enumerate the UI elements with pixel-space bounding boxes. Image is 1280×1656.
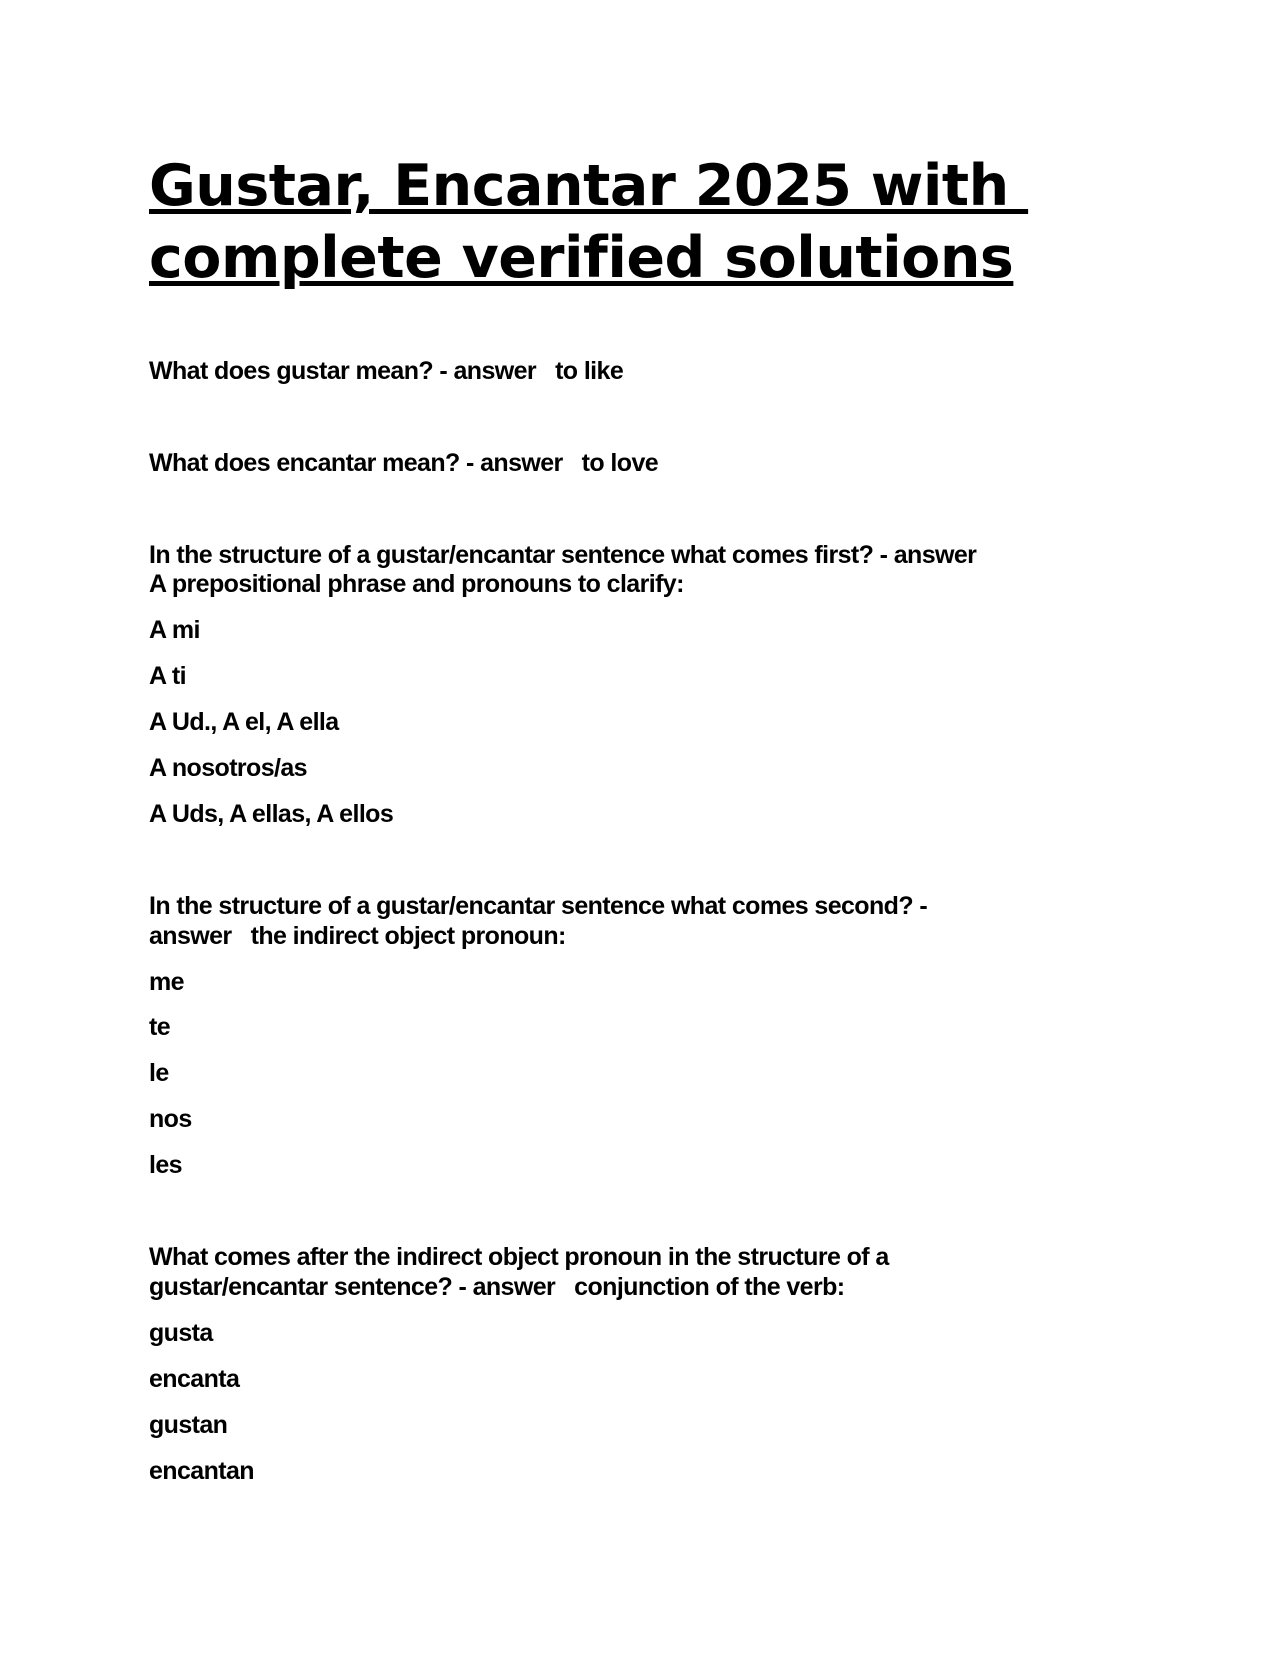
text-line: A Uds, A ellas, A ellos xyxy=(149,800,394,829)
text-line: les xyxy=(149,1151,182,1180)
answer-item xyxy=(149,1457,1135,1486)
text-line: A ti xyxy=(149,662,186,691)
answer-item xyxy=(149,1411,1135,1440)
text-line: What does encantar mean? - answer to love xyxy=(149,448,659,477)
answer-item xyxy=(149,1013,1135,1042)
document-body xyxy=(149,357,1135,1486)
text-line: encantan xyxy=(149,1456,254,1485)
text-line: A prepositional phrase and pronouns to clarify: xyxy=(149,570,684,599)
answer-item xyxy=(149,708,1135,737)
question-paragraph xyxy=(149,892,1135,951)
answer-item xyxy=(149,800,1135,829)
text-line: A mi xyxy=(149,616,200,645)
answer-item xyxy=(149,1151,1135,1180)
text-line: What comes after the indirect object pronoun in the structure of a xyxy=(149,1243,889,1272)
text-line: In the structure of a gustar/encantar sentence what comes first? - answer xyxy=(149,540,977,569)
empty-line xyxy=(149,846,1135,875)
answer-item xyxy=(149,662,1135,691)
answer-item xyxy=(149,1105,1135,1134)
question-paragraph xyxy=(149,541,1135,600)
text-line: A Ud., A el, A ella xyxy=(149,708,339,737)
text-line: le xyxy=(149,1059,169,1088)
title-line-2: complete verified solutions xyxy=(149,225,1014,291)
text-line: A nosotros/as xyxy=(149,754,307,783)
empty-line xyxy=(149,403,1135,432)
answer-item xyxy=(149,1059,1135,1088)
text-line: What does gustar mean? - answer to like xyxy=(149,357,624,385)
answer-item xyxy=(149,1319,1135,1348)
answer-item xyxy=(149,754,1135,783)
title-line-1: Gustar, Encantar 2025 with xyxy=(149,153,1029,219)
text-line: encanta xyxy=(149,1364,240,1393)
empty-line xyxy=(149,1197,1135,1226)
question-paragraph xyxy=(149,1243,1135,1302)
text-line: nos xyxy=(149,1105,192,1134)
answer-item xyxy=(149,1365,1135,1394)
question-paragraph xyxy=(149,357,1135,386)
document-title xyxy=(149,150,1135,294)
text-line: gustan xyxy=(149,1410,228,1439)
text-line: gustar/encantar sentence? - answer conjunction of the verb: xyxy=(149,1272,845,1301)
text-line: me xyxy=(149,967,184,996)
answer-item xyxy=(149,968,1135,997)
text-line: te xyxy=(149,1013,171,1042)
text-line: answer the indirect object pronoun: xyxy=(149,921,566,950)
empty-line xyxy=(149,495,1135,524)
text-line: gusta xyxy=(149,1318,213,1347)
text-line: In the structure of a gustar/encantar sentence what comes second? - xyxy=(149,892,928,921)
question-paragraph xyxy=(149,449,1135,478)
answer-item xyxy=(149,616,1135,645)
